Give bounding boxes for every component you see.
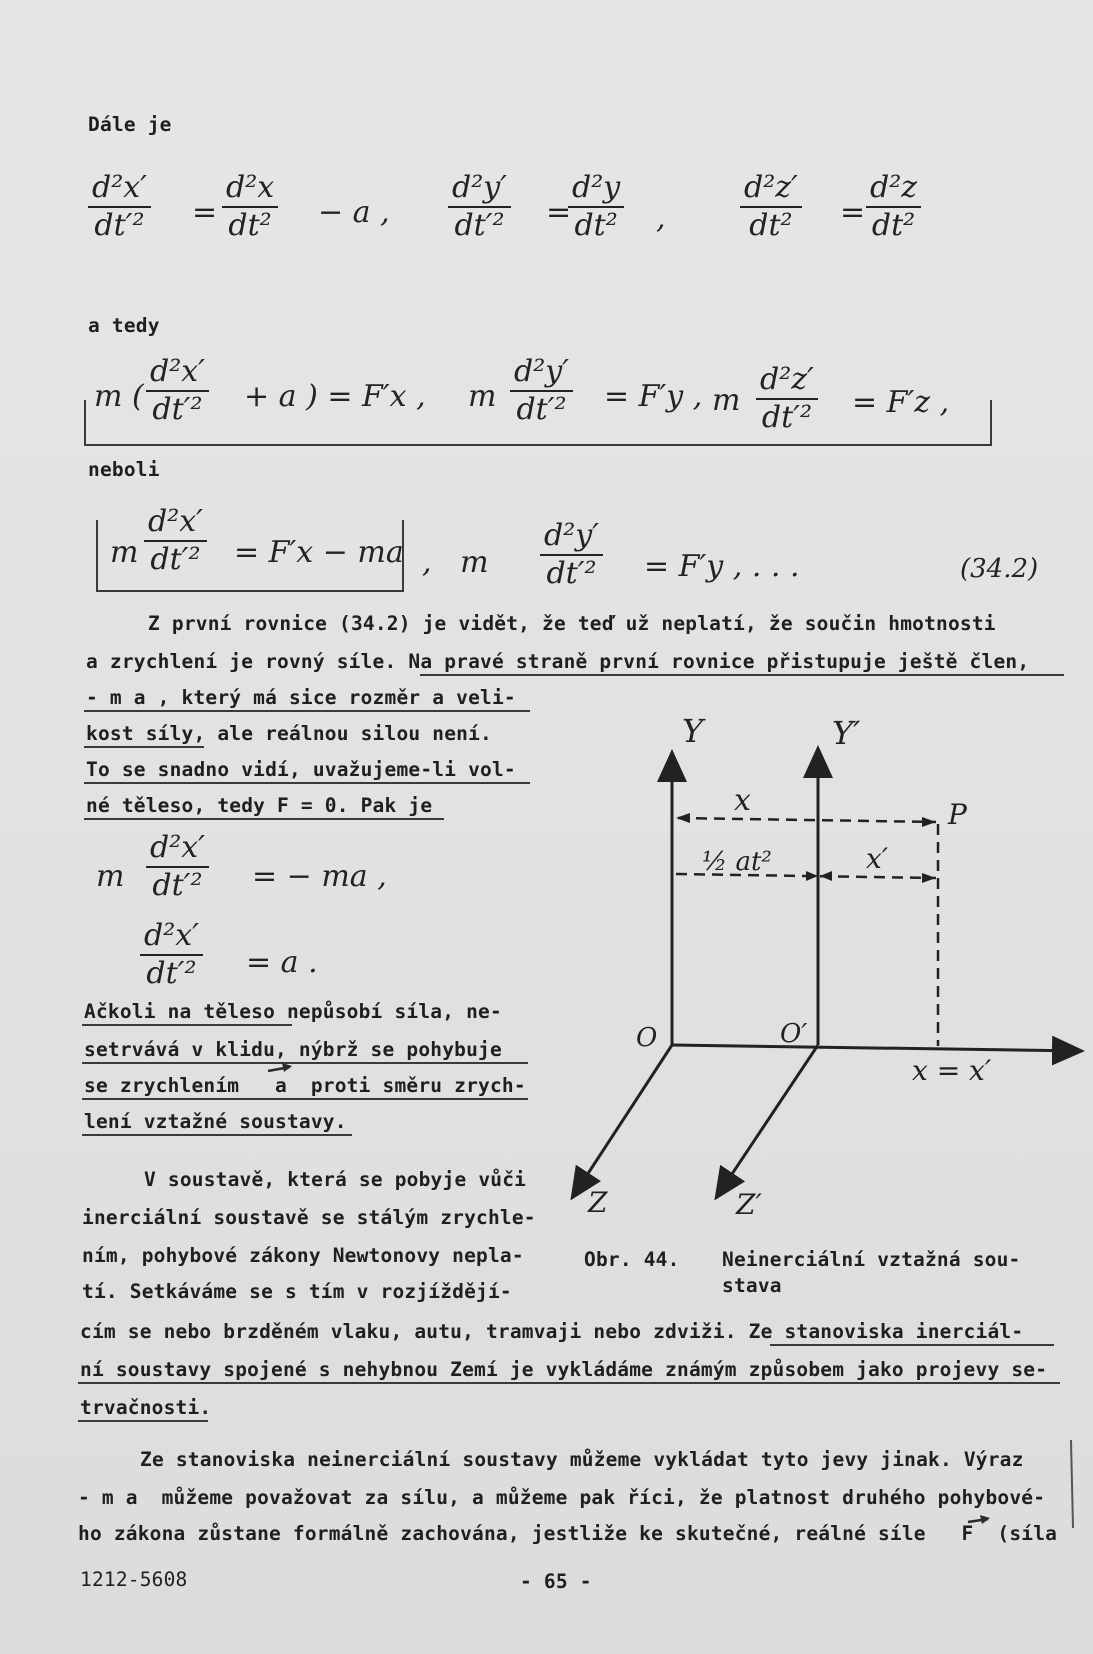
col-eq2-post: = a . bbox=[246, 945, 318, 980]
para2-line4: lení vztažné soustavy. bbox=[84, 1110, 347, 1133]
text-a-tedy: a tedy bbox=[88, 314, 160, 337]
para4-line1: Ze stanoviska neinerciální soustavy můžeme vykládat tyto jevy jinak. Výraz bbox=[140, 1448, 1024, 1471]
row2-post2: = F′y , bbox=[604, 379, 703, 414]
row2-den1: dt′² bbox=[152, 391, 203, 427]
col-eq1-num: d²x′ bbox=[146, 832, 209, 868]
fig-label-Y: Y bbox=[682, 712, 704, 750]
figure-caption-line2: stava bbox=[722, 1274, 782, 1297]
eq2-num1: d²y′ bbox=[448, 172, 511, 208]
para1-line2: a zrychlení je rovný síle. Na pravé straně první rovnice přistupuje ještě člen, bbox=[86, 650, 1030, 673]
eq3-equals: = bbox=[840, 195, 866, 230]
row3-pre2: , m bbox=[422, 545, 489, 580]
row2-pre1: m ( bbox=[94, 379, 144, 414]
dashed-x-top bbox=[678, 818, 936, 822]
para3-line2: inerciální soustavě se stálým zrychle- bbox=[82, 1206, 536, 1229]
col-eq2-num: d²x′ bbox=[140, 920, 203, 956]
para3-line1: V soustavě, která se pobyje vůči bbox=[144, 1168, 527, 1191]
axis-Z-prime bbox=[716, 1045, 818, 1198]
fig-label-x-prime: x′ bbox=[866, 842, 889, 875]
fig-label-O: O bbox=[636, 1023, 658, 1053]
para1-line5: To se snadno vidí, uvažujeme-li vol- bbox=[86, 758, 516, 781]
eq3-num1: d²z′ bbox=[740, 172, 802, 208]
eq3-num2: d²z bbox=[866, 172, 921, 208]
para2-line2: setrvává v klidu, nýbrž se pohybuje bbox=[84, 1038, 502, 1061]
text-dale-je: Dále je bbox=[88, 113, 172, 136]
text-neboli: neboli bbox=[88, 458, 160, 481]
para2-line3: se zrychlením a proti směru zrych- bbox=[84, 1074, 526, 1097]
eq1-num2: d²x bbox=[222, 172, 278, 208]
row2-post1: + a ) = F′x , bbox=[244, 379, 426, 414]
row3-den1: dt′² bbox=[150, 541, 201, 577]
col-eq2-den: dt′² bbox=[146, 955, 197, 991]
row2-num3: d²z′ bbox=[756, 364, 818, 400]
page-number: - 65 - bbox=[520, 1570, 592, 1593]
fig-label-x-eq: x = x′ bbox=[912, 1054, 992, 1087]
para3-line3: ním, pohybové zákony Newtonovy nepla- bbox=[82, 1244, 524, 1267]
eq1-den2: dt² bbox=[228, 207, 272, 243]
row3-post1: = F′x − ma bbox=[234, 535, 404, 570]
axis-Z bbox=[572, 1045, 672, 1198]
row3-pre1: m bbox=[110, 535, 139, 570]
fig-label-x: x bbox=[734, 783, 751, 818]
fig-label-O-prime: O′ bbox=[780, 1019, 808, 1049]
eq1-num1: d²x′ bbox=[88, 172, 151, 208]
col-eq1-pre: m bbox=[96, 859, 125, 894]
row2-pre2: m bbox=[468, 379, 497, 414]
para3-line4: tí. Setkáváme se s tím v rozjíždějí- bbox=[82, 1280, 512, 1303]
para1-line4: kost síly, ale reálnou silou není. bbox=[86, 722, 492, 745]
row2-num1: d²x′ bbox=[146, 356, 209, 392]
row2-den2: dt′² bbox=[516, 391, 567, 427]
para1-line3: - m a , který má sice rozměr a veli- bbox=[86, 686, 516, 709]
para4-line2: - m a můžeme považovat za sílu, a můžeme pak říci, že platnost druhého pohybové- bbox=[78, 1486, 1046, 1509]
row2-pre3: m bbox=[712, 383, 741, 418]
eq2-den1: dt′² bbox=[454, 207, 505, 243]
row3-post2: = F′y , . . . bbox=[644, 549, 800, 584]
para2-line1: Ačkoli na těleso nepůsobí síla, ne- bbox=[84, 1000, 502, 1023]
row3-num1: d²x′ bbox=[144, 506, 207, 542]
figure-caption-line1: Neinerciální vztažná sou- bbox=[722, 1248, 1021, 1271]
axis-X bbox=[672, 1045, 1082, 1051]
fig-label-Z: Z bbox=[588, 1186, 608, 1219]
eq2-num2: d²y bbox=[568, 172, 624, 208]
fig-label-Z-prime: Z′ bbox=[736, 1188, 762, 1221]
row3-den2: dt′² bbox=[546, 555, 597, 591]
eq2-den2: dt² bbox=[574, 207, 618, 243]
eq2-tail: , bbox=[656, 201, 666, 236]
eq2-equals: = bbox=[546, 195, 572, 230]
eq3-den2: dt² bbox=[871, 207, 916, 243]
eq1-tail: − a , bbox=[318, 195, 390, 230]
para3-line5: cím se nebo brzděném vlaku, autu, tramvaji nebo zdviži. Ze stanoviska inerciál- bbox=[80, 1320, 1024, 1343]
col-eq1-post: = − ma , bbox=[252, 859, 387, 894]
row3-num2: d²y′ bbox=[540, 520, 603, 556]
fig-label-Y-prime: Y′ bbox=[832, 714, 861, 752]
para4-line3: ho zákona zůstane formálně zachována, jestliže ke skutečné, reálné síle F (síla bbox=[78, 1522, 1058, 1545]
row2-num2: d²y′ bbox=[510, 356, 573, 392]
equation-number: (34.2) bbox=[960, 554, 1039, 584]
eq1-den1: dt′² bbox=[94, 207, 145, 243]
footer-code: 1212-5608 bbox=[80, 1568, 188, 1591]
row2-post3: = F′z , bbox=[852, 385, 950, 420]
eq3-den1: dt² bbox=[749, 207, 793, 243]
para1-line1: Z první rovnice (34.2) je vidět, že teď už neplatí, že součin hmotnosti bbox=[148, 612, 996, 635]
row2-den3: dt′² bbox=[761, 399, 812, 435]
fig-label-half-at2: ½ at² bbox=[702, 847, 772, 877]
para3-line7: trvačnosti. bbox=[80, 1396, 212, 1419]
fig-label-P: P bbox=[948, 798, 967, 831]
para1-line6: né těleso, tedy F = 0. Pak je bbox=[86, 794, 433, 817]
col-eq1-den: dt′² bbox=[152, 867, 203, 903]
figure-caption-label: Obr. 44. bbox=[584, 1248, 680, 1271]
para3-line6: ní soustavy spojené s nehybnou Zemí je vykládáme známým způsobem jako projevy se- bbox=[80, 1358, 1048, 1381]
eq1-equals: = bbox=[192, 195, 218, 230]
